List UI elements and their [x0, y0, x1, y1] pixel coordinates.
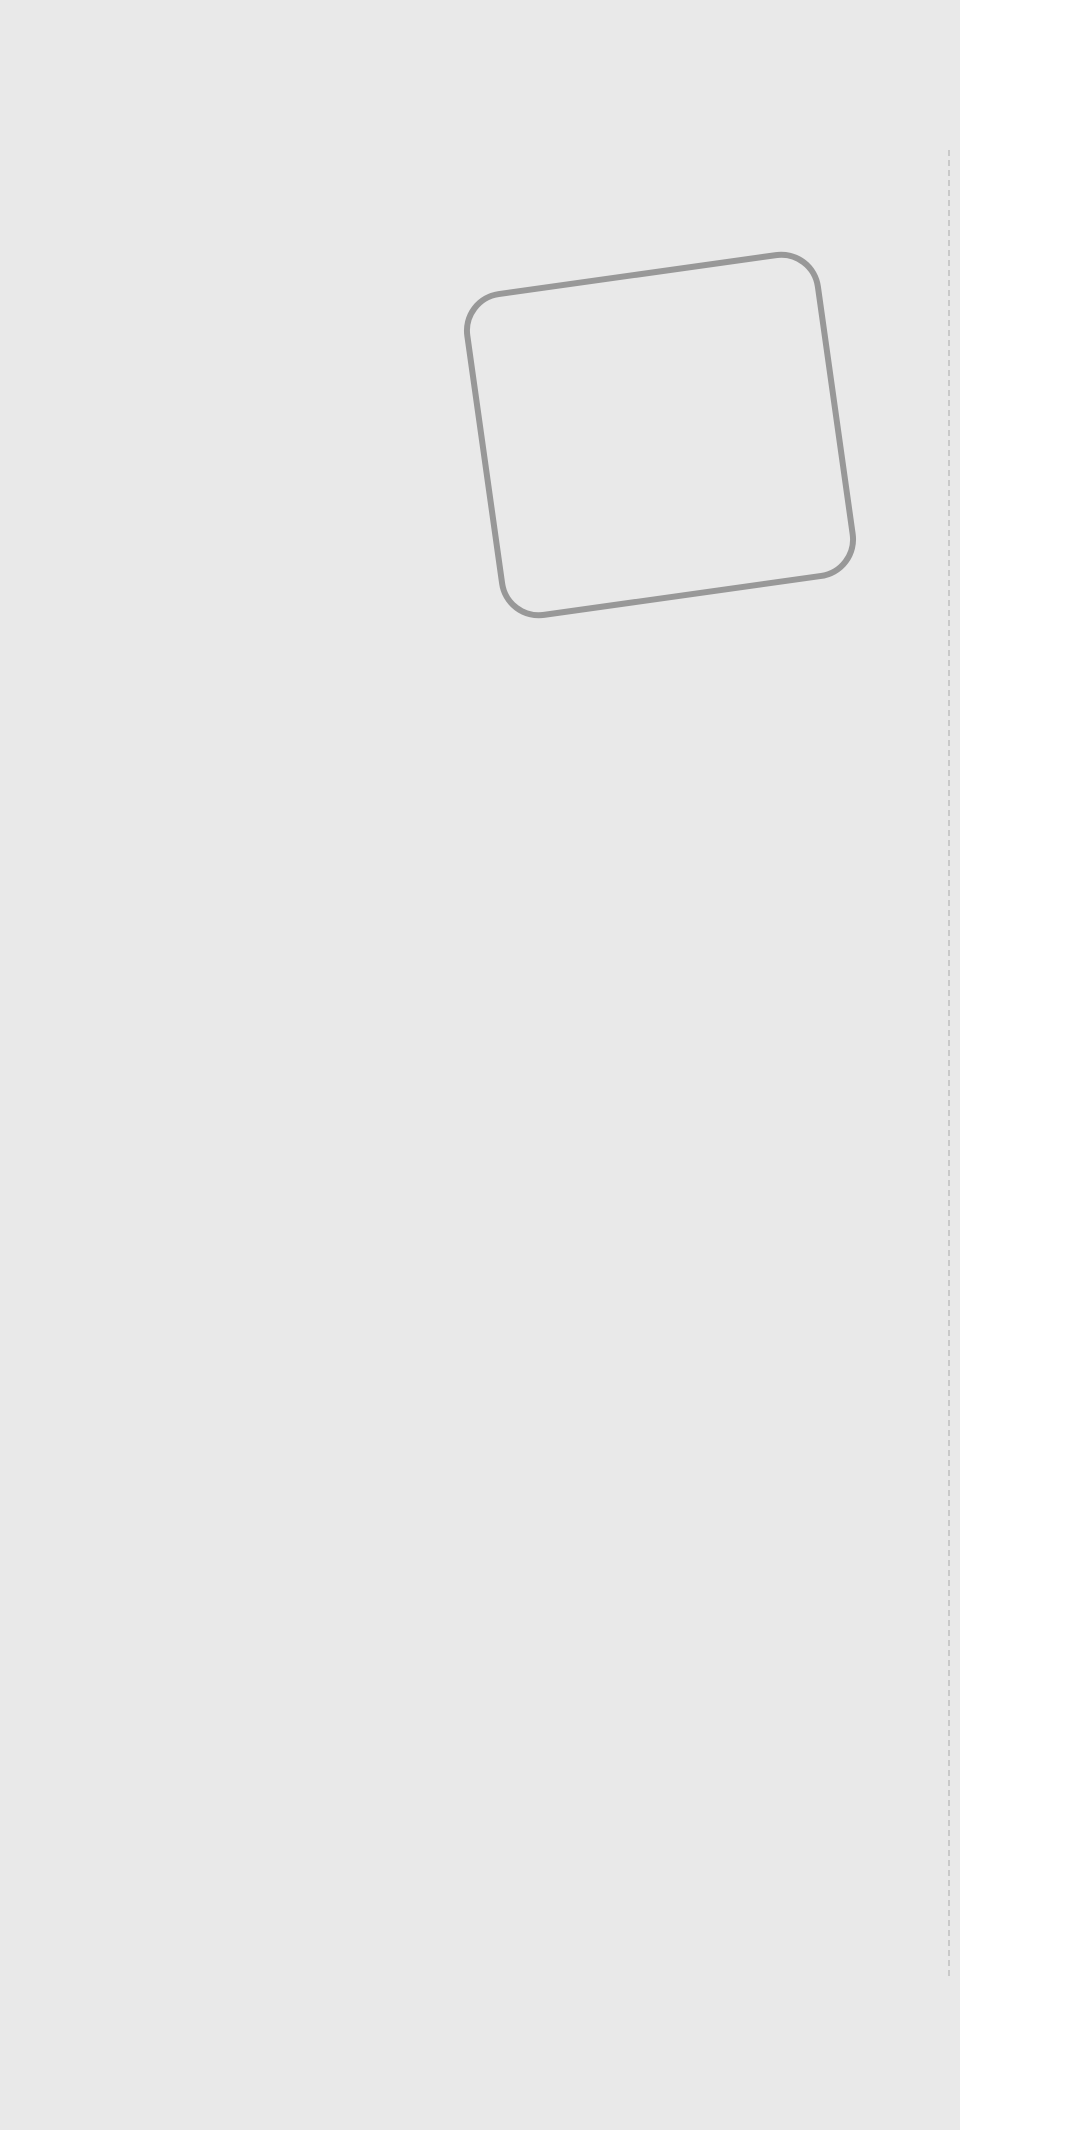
section-heading-week-ten — [0, 2085, 960, 2130]
dotted-margin-rule — [948, 150, 950, 1980]
page-margin — [960, 0, 1080, 2130]
answer-line — [90, 1103, 213, 1143]
answer-line — [90, 1226, 168, 1266]
stamp-seal — [459, 247, 861, 624]
answer-line — [90, 1165, 213, 1205]
